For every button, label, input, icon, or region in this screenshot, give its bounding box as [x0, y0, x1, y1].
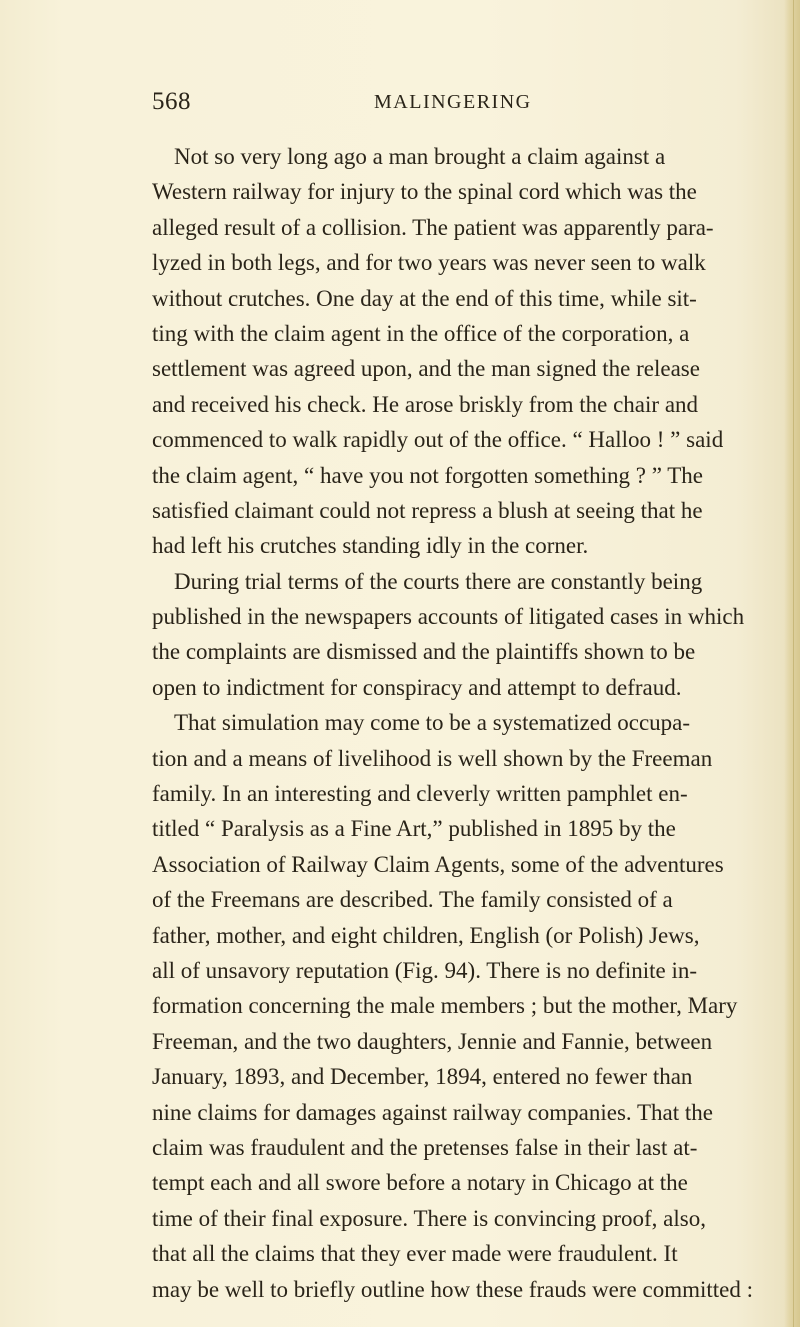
text-line: During trial terms of the courts there are constantly being	[174, 568, 703, 594]
text-line: satisfied claimant could not repress a blush at seeing that he	[152, 497, 703, 523]
text-line: January, 1893, and December, 1894, entered no fewer than	[152, 1064, 693, 1090]
text-line: commenced to walk rapidly out of the office. “ Halloo ! ” said	[152, 427, 724, 453]
running-head: MALINGERING	[374, 91, 532, 113]
text-line: had left his crutches standing idly in the corner.	[152, 533, 589, 559]
text-line: that all the claims that they ever made were fraudulent. It	[152, 1241, 678, 1267]
page-number: 568	[152, 88, 191, 115]
page-header	[152, 88, 658, 120]
text-line: may be well to briefly outline how these frauds were committed :	[152, 1276, 754, 1302]
text-line: tion and a means of livelihood is well shown by the Freeman	[152, 745, 713, 771]
text-line: published in the newspapers accounts of litigated cases in which	[152, 604, 745, 630]
text-line: without crutches. One day at the end of this time, while sit-	[152, 285, 697, 311]
text-line: Western railway for injury to the spinal cord which was the	[152, 179, 697, 205]
text-line: alleged result of a collision. The patient was apparently para-	[152, 214, 714, 240]
text-line: claim was fraudulent and the pretenses false in their last at-	[152, 1134, 698, 1160]
text-line: and received his check. He arose briskly from the chair and	[152, 391, 699, 417]
page-edge-line	[793, 0, 794, 1327]
text-line: lyzed in both legs, and for two years was never seen to walk	[152, 250, 706, 276]
text-line: ting with the claim agent in the office of the corporation, a	[152, 320, 690, 346]
text-line: family. In an interesting and cleverly written pamphlet en-	[152, 781, 688, 807]
text-line: time of their final exposure. There is convincing proof, also,	[152, 1205, 706, 1231]
text-line: settlement was agreed upon, and the man signed the release	[152, 356, 700, 382]
text-line: Freeman, and the two daughters, Jennie and Fannie, between	[152, 1028, 713, 1054]
text-line: all of unsavory reputation (Fig. 94). There is no definite in-	[152, 957, 698, 983]
text-line: the complaints are dismissed and the plaintiffs shown to be	[152, 639, 696, 665]
text-line: formation concerning the male members ; but the mother, Mary	[152, 993, 738, 1019]
text-line: the claim agent, “ have you not forgotten something ? ” The	[152, 462, 703, 488]
text-line: tempt each and all swore before a notary in Chicago at the	[152, 1170, 688, 1196]
text-line: titled “ Paralysis as a Fine Art,” published in 1895 by the	[152, 816, 676, 842]
text-line: That simulation may come to be a systematized occupa-	[174, 710, 691, 736]
page-edge-shadow	[784, 0, 800, 1327]
text-line: Association of Railway Claim Agents, some of the adventures	[152, 851, 724, 877]
text-line: of the Freemans are described. The family consisted of a	[152, 887, 673, 913]
text-line: open to indictment for conspiracy and attempt to defraud.	[152, 674, 682, 700]
text-line: father, mother, and eight children, English (or Polish) Jews,	[152, 922, 700, 948]
text-line: nine claims for damages against railway companies. That the	[152, 1099, 713, 1125]
text-line: Not so very long ago a man brought a claim against a	[174, 144, 666, 169]
body-text	[152, 139, 754, 1307]
